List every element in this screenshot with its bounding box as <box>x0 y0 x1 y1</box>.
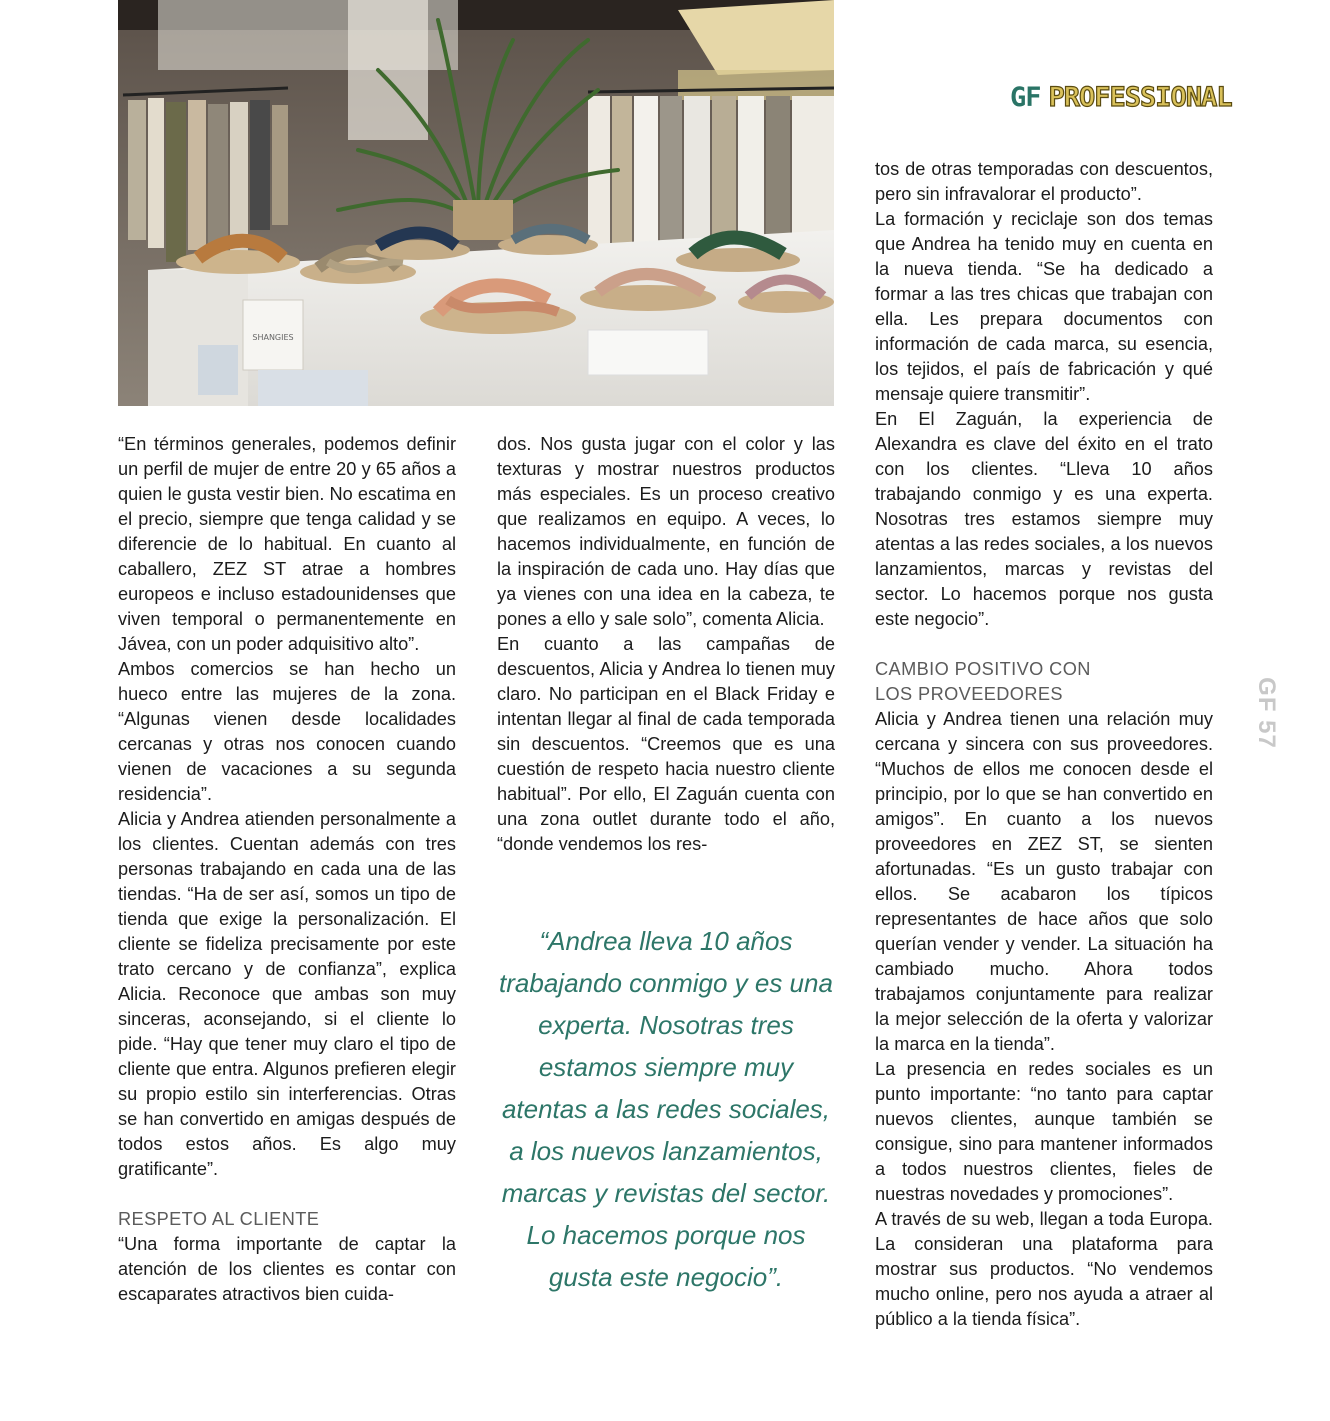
paragraph: “Una forma importante de captar la atención de los clientes es contar con escaparates atractivos bien cuida- <box>118 1234 456 1304</box>
article-column-1 <box>118 432 456 1307</box>
paragraph: tos de otras temporadas con descuentos, pero sin infravalorar el producto”. <box>875 159 1213 204</box>
paragraph: La formación y reciclaje son dos temas que Andrea ha tenido muy en cuenta en la nueva tienda. “Se ha dedicado a formar a las tres chicas que trabajan con ella. Les prepara documentos con información de cada marca, su esencia, los tejidos, el país de fabricación y qué mensaje quiere transmitir”. <box>875 209 1213 404</box>
article-column-2 <box>497 432 835 857</box>
masthead-gf: GF <box>1010 82 1041 113</box>
paragraph: Ambos comercios se han hecho un hueco entre las mujeres de la zona. “Algunas vienen desde localidades cercanas y otras nos conocen cuando vienen de vacaciones a su segunda residencia”. <box>118 659 456 804</box>
page-number-text: GF 57 <box>1253 677 1280 749</box>
page-number <box>1248 677 1284 749</box>
paragraph: La presencia en redes sociales es un punto importante: “no tanto para captar nuevos clientes, aunque también se consigue, sino para mantener informados a todos nuestros clientes, fieles de nuestras novedades y promociones”. <box>875 1059 1213 1204</box>
store-photo-illustration <box>118 0 834 406</box>
paragraph: dos. Nos gusta jugar con el color y las texturas y mostrar nuestros productos más especiales. Es un proceso creativo que realizamos en equipo. A veces, lo hacemos individualmente, en función de la inspiración de cada uno. Hay días que ya vienes con una idea en la cabeza, te pones a ello y sale solo”, comenta Alicia. <box>497 434 835 629</box>
store-photo <box>118 0 834 406</box>
paragraph: En El Zaguán, la experiencia de Alexandra es clave del éxito en el trato con los clientes. “Lleva 10 años trabajando conmigo y es una experta. Nosotras tres estamos siempre muy atentas a las redes sociales, a los nuevos lanzamientos, marcas y revistas del sector. Lo hacemos porque nos gusta este negocio”. <box>875 409 1213 629</box>
shangies-sign: SHANGIES <box>252 333 294 342</box>
section-heading-line-2: LOS PROVEEDORES <box>875 684 1063 704</box>
paragraph: En cuanto a las campañas de descuentos, Alicia y Andrea lo tienen muy claro. No participan en el Black Friday e intentan llegar al final de cada temporada sin descuentos. “Creemos que es una cuestión de respeto hacia nuestro cliente habitual”. Por ello, El Zaguán cuenta con una zona outlet durante todo el año, “donde vendemos los res- <box>497 634 835 854</box>
pull-quote: “Andrea lleva 10 años trabajando conmigo y es una experta. Nosotras tres estamos siempre muy atentas a las redes sociales, a los nuevos lanzamientos, marcas y revistas del sector. Lo hacemos porque nos gusta este negocio”. <box>499 926 833 1292</box>
paragraph: “En términos generales, podemos definir un perfil de mujer de entre 20 y 65 años a quien le gusta vestir bien. No escatima en el precio, siempre que tenga calidad y se diferencie de lo habitual. En cuanto al caballero, ZEZ ST atrae a hombres europeos e incluso estadounidenses que viven temporal o permanentemente en Jávea, con un poder adquisitivo alto”. <box>118 434 456 654</box>
section-heading-line-1: CAMBIO POSITIVO CON <box>875 659 1091 679</box>
masthead-professional: PROFESSIONAL <box>1048 82 1232 113</box>
paragraph: A través de su web, llegan a toda Europa. La consideran una plataforma para mostrar sus productos. “No vendemos mucho online, pero nos ayuda a atraer al público a la tienda física”. <box>875 1209 1213 1329</box>
paragraph: Alicia y Andrea atienden personalmente a los clientes. Cuentan además con tres personas trabajando en cada una de las tiendas. “Ha de ser así, somos un tipo de tienda que exige la personalización. El cliente se fideliza precisamente por este trato cercano y de confianza”, explica Alicia. Reconoce que ambas son muy sinceras, aconsejando, si el cliente lo pide. “Hay que tener muy claro el tipo de cliente que entra. Algunos prefieren elegir su propio estilo sin interferencias. Otras se han convertido en amigas después de todos estos años. Es algo muy gratificante”. <box>118 809 456 1179</box>
magazine-masthead <box>1010 78 1232 118</box>
article-column-3 <box>875 157 1213 1332</box>
paragraph: Alicia y Andrea tienen una relación muy cercana y sincera con sus proveedores. “Muchos de ellos me conocen desde el principio, por lo que se han convertido en amigos”. En cuanto a los nuevos proveedores en ZEZ ST, se sienten afortunadas. “Es un gusto trabajar con ellos. Se acabaron los típicos representantes de hace años que solo querían vender y vender. La situación ha cambiado mucho. Ahora todos trabajamos conjuntamente para realizar la mejor selección de la oferta y valorizar la marca en la tienda”. <box>875 709 1213 1054</box>
section-heading <box>875 657 1213 707</box>
section-heading: RESPETO AL CLIENTE <box>118 1209 320 1229</box>
